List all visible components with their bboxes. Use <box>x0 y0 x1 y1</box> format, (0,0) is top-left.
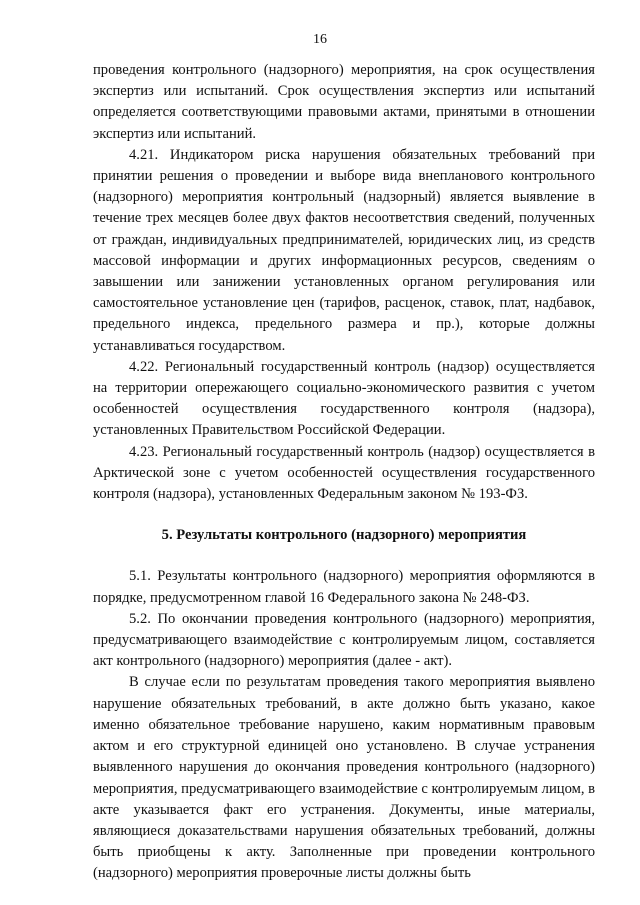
paragraph-violation-details: В случае если по результатам проведения такого мероприятия выявлено нарушение обязательных требований, в акте должно быть указано, какое именно обязательное требование нарушено, каким нормативным правовым актом и его структурной единицей оно установлено. В случае устранения выявленного нарушения до окончания проведения контрольного (надзорного) мероприятия, предусматривающего взаимодействие с контролируемым лицом, в акте указывается факт его устранения. Документы, иные материалы, являющиеся доказательствами нарушения обязательных требований, должны быть приобщены к акту. Заполненные при проведении контрольного (надзорного) мероприятия проверочные листы должны быть <box>93 674 596 882</box>
paragraph-5-2: 5.2. По окончании проведения контрольного (надзорного) мероприятия, предусматривающего взаимодействие с контролируемым лицом, составляется акт контрольного (надзорного) мероприятия (далее - акт). <box>93 610 595 670</box>
section-heading: 5. Результаты контрольного (надзорного) мероприятия <box>161 527 527 544</box>
paragraph-continuation: проведения контрольного (надзорного) мероприятия, на срок осуществления экспертиз или испытаний. Срок осуществления экспертиз или испытаний определяется соответствующими правовыми актами, принятыми в отношении экспертиз или испытаний. <box>93 62 595 142</box>
paragraph-4-22: 4.22. Региональный государственный контроль (надзор) осуществляется на территории опережающего социально-экономического развития с учетом особенностей осуществления государственного контроля (надзора), установленных Правительством Российской Федерации. <box>93 358 595 439</box>
paragraph-5-1: 5.1. Результаты контрольного (надзорного) мероприятия оформляются в порядке, предусмотренном главой 16 Федерального закона № 248-ФЗ. <box>93 568 595 606</box>
paragraph-4-23: 4.23. Региональный государственный контроль (надзор) осуществляется в Арктической зоне с учетом особенностей осуществления государственного контроля (надзора), установленных Федеральным законом № 193-ФЗ. <box>93 443 595 503</box>
page-number: 16 <box>313 32 327 47</box>
page-content <box>93 60 595 885</box>
paragraph-4-21: 4.21. Индикатором риска нарушения обязательных требований при принятии решения о проведении и выборе вида внепланового контрольного (надзорного) мероприятия контрольный (надзорный) является выявление в течение трех месяцев более двух фактов несоответствия сведений, полученных от граждан, индивидуальных предпринимателей, юридических лиц, из средств массовой информации и других информационных ресурсов, сведениям о завышении или занижении установленных органом регулирования или самостоятельное установление цен (тарифов, расценок, ставок, плат, надбавок, предельного индекса, предельного размера и пр.), которые должны устанавливаться государством. <box>93 146 595 354</box>
